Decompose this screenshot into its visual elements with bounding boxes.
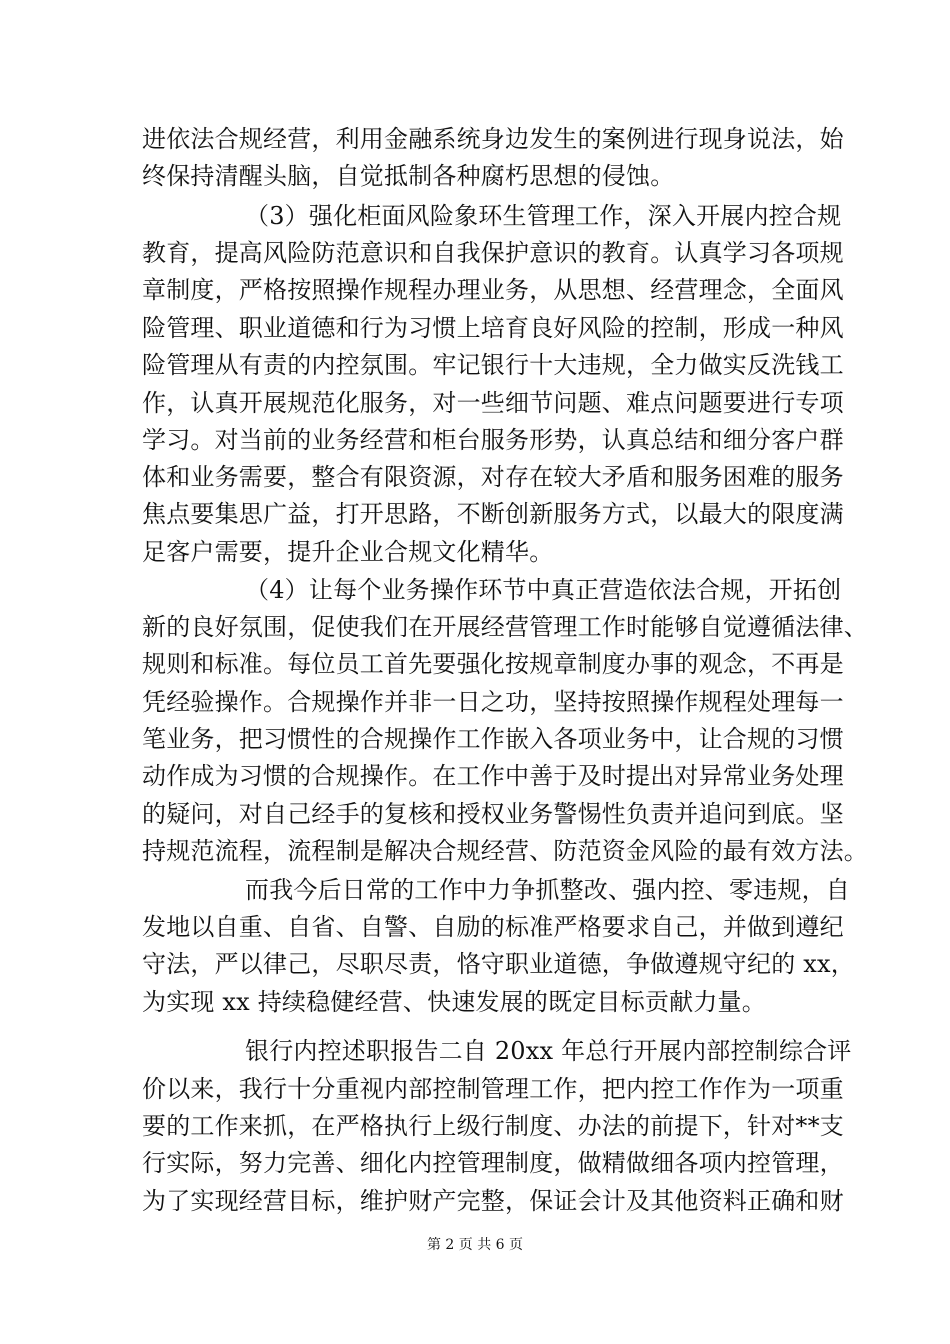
- text-line: 足客户需要，提升企业合规文化精华。: [142, 538, 554, 566]
- text-line: 焦点要集思广益，打开思路，不断创新服务方式，以最大的限度满: [142, 500, 844, 528]
- page-number-footer: 第 2 页 共 6 页: [426, 1237, 524, 1253]
- text-line: 为了实现经营目标，维护财产完整，保证会计及其他资料正确和财: [142, 1187, 844, 1215]
- text-line: 笔业务，把习惯性的合规操作工作嵌入各项业务中，让合规的习惯: [142, 725, 844, 753]
- text-line: 学习。对当前的业务经营和柜台服务形势，认真总结和细分客户群: [142, 426, 844, 454]
- text-line: 守法，严以律己，尽职尽责，恪守职业道德，争做遵规守纪的 xx，: [142, 950, 855, 978]
- text-line: 价以来，我行十分重视内部控制管理工作，把内控工作作为一项重: [142, 1075, 844, 1103]
- text-line: 凭经验操作。合规操作并非一日之功，坚持按照操作规程处理每一: [142, 688, 844, 716]
- text-line: 险管理从有责的内控氛围。牢记银行十大违规，全力做实反洗钱工: [142, 351, 844, 379]
- text-line: （3）强化柜面风险象环生管理工作，深入开展内控合规: [245, 202, 842, 230]
- text-line: 银行内控述职报告二自 20xx 年总行开展内部控制综合评: [245, 1037, 852, 1065]
- text-line: 的疑问，对自己经手的复核和授权业务警惕性负责并追问到底。坚: [142, 800, 844, 828]
- text-line: 进依法合规经营，利用金融系统身边发生的案例进行现身说法，始: [142, 125, 844, 153]
- text-line: 终保持清醒头脑，自觉抵制各种腐朽思想的侵蚀。: [142, 162, 675, 190]
- text-line: 教育，提高风险防范意识和自我保护意识的教育。认真学习各项规: [142, 239, 844, 267]
- text-line: 持规范流程，流程制是解决合规经营、防范资金风险的最有效方法。: [142, 837, 868, 865]
- text-line: 险管理、职业道德和行为习惯上培育良好风险的控制，形成一种风: [142, 314, 844, 342]
- text-line: 规则和标准。每位员工首先要强化按规章制度办事的观念，不再是: [142, 650, 844, 678]
- text-line: 行实际，努力完善、细化内控管理制度，做精做细各项内控管理，: [142, 1149, 844, 1177]
- text-line: 体和业务需要，整合有限资源，对存在较大矛盾和服务困难的服务: [142, 463, 844, 491]
- text-line: 新的良好氛围，促使我们在开展经营管理工作时能够自觉遵循法律、: [142, 613, 868, 641]
- text-line: 要的工作来抓，在严格执行上级行制度、办法的前提下，针对**支: [142, 1112, 844, 1140]
- text-line: （4）让每个业务操作环节中真正营造依法合规，开拓创: [245, 576, 842, 604]
- text-line: 动作成为习惯的合规操作。在工作中善于及时提出对异常业务处理: [142, 762, 844, 790]
- text-line: 章制度，严格按照操作规程办理业务，从思想、经营理念，全面风: [142, 276, 844, 304]
- text-line: 而我今后日常的工作中力争抓整改、强内控、零违规，自: [245, 876, 850, 904]
- text-line: 发地以自重、自省、自警、自励的标准严格要求自己，并做到遵纪: [142, 913, 844, 941]
- text-line: 作，认真开展规范化服务，对一些细节问题、难点问题要进行专项: [142, 389, 844, 417]
- text-line: 为实现 xx 持续稳健经营、快速发展的既定目标贡献力量。: [142, 988, 766, 1016]
